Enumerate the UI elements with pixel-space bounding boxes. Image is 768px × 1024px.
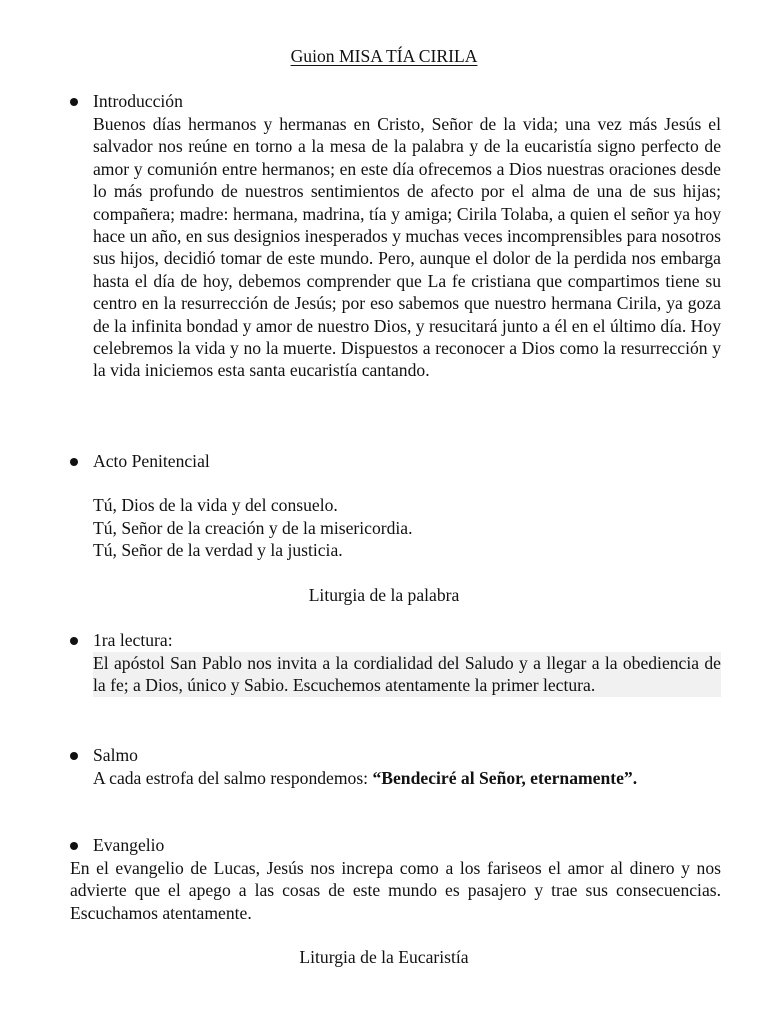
section-heading-liturgy-eucharist: Liturgia de la Eucaristía [299,947,469,967]
reading1-paragraph: El apóstol San Pablo nos invita a la cordialidad del Saludo y a llegar a la obediencia de la fe; a Dios, único y Sabio. Escuchemos atentamente la primer lectura. [93,653,721,696]
bullet-icon [70,842,78,850]
penitential-line: Tú, Dios de la vida y del consuelo. [93,495,338,515]
gospel-heading: Evangelio [93,835,165,855]
penitential-line: Tú, Señor de la verdad y la justicia. [93,540,343,560]
psalm-paragraph [93,767,721,789]
bullet-icon [70,98,78,106]
document-title: Guion MISA TÍA CIRILA [290,46,478,66]
penitential-heading: Acto Penitencial [93,451,210,471]
bullet-icon [70,752,78,760]
bullet-icon [70,637,78,645]
section-heading-liturgy-word: Liturgia de la palabra [308,585,460,605]
reading1-heading: 1ra lectura: [93,630,173,650]
psalm-response: “Bendeciré al Señor, eternamente”. [372,768,638,788]
penitential-line: Tú, Señor de la creación y de la misericordia. [93,518,413,538]
psalm-heading: Salmo [93,745,138,765]
gospel-paragraph: En el evangelio de Lucas, Jesús nos increpa como a los fariseos el amor al dinero y nos advierte que el apego a las cosas de este mundo es pasajero y trae sus consecuencias. Escuchamos atentamente. [70,858,721,923]
intro-heading: Introducción [93,91,183,111]
bullet-icon [70,458,78,466]
intro-paragraph: Buenos días hermanos y hermanas en Cristo, Señor de la vida; una vez más Jesús el salvador nos reúne en torno a la mesa de la palabra y de la eucaristía signo perfecto de amor y comunión entre hermanos; en este día ofrecemos a Dios nuestras oraciones desde lo más profundo de nuestros sentimientos de afecto por el alma de una de sus hijas; compañera; madre: hermana, madrina, tía y amiga; Cirila Tolaba, a quien el señor ya hoy hace un año, en sus designios inesperados y muchas veces incomprensibles para nosotros sus hijos, decidió tomar de este mundo. Pero, aunque el dolor de la perdida nos embarga hasta el día de hoy, debemos comprender que La fe cristiana que compartimos tiene su centro en la resurrección de Jesús; por eso sabemos que nuestro hermana Cirila, ya goza de la infinita bondad y amor de nuestro Dios, y resucitará junto a él en el último día. Hoy celebremos la vida y no la muerte. Dispuestos a reconocer a Dios como la resurrección y la vida iniciemos esta santa eucaristía cantando. [93,114,721,381]
psalm-lead: A cada estrofa del salmo respondemos: [93,768,373,788]
